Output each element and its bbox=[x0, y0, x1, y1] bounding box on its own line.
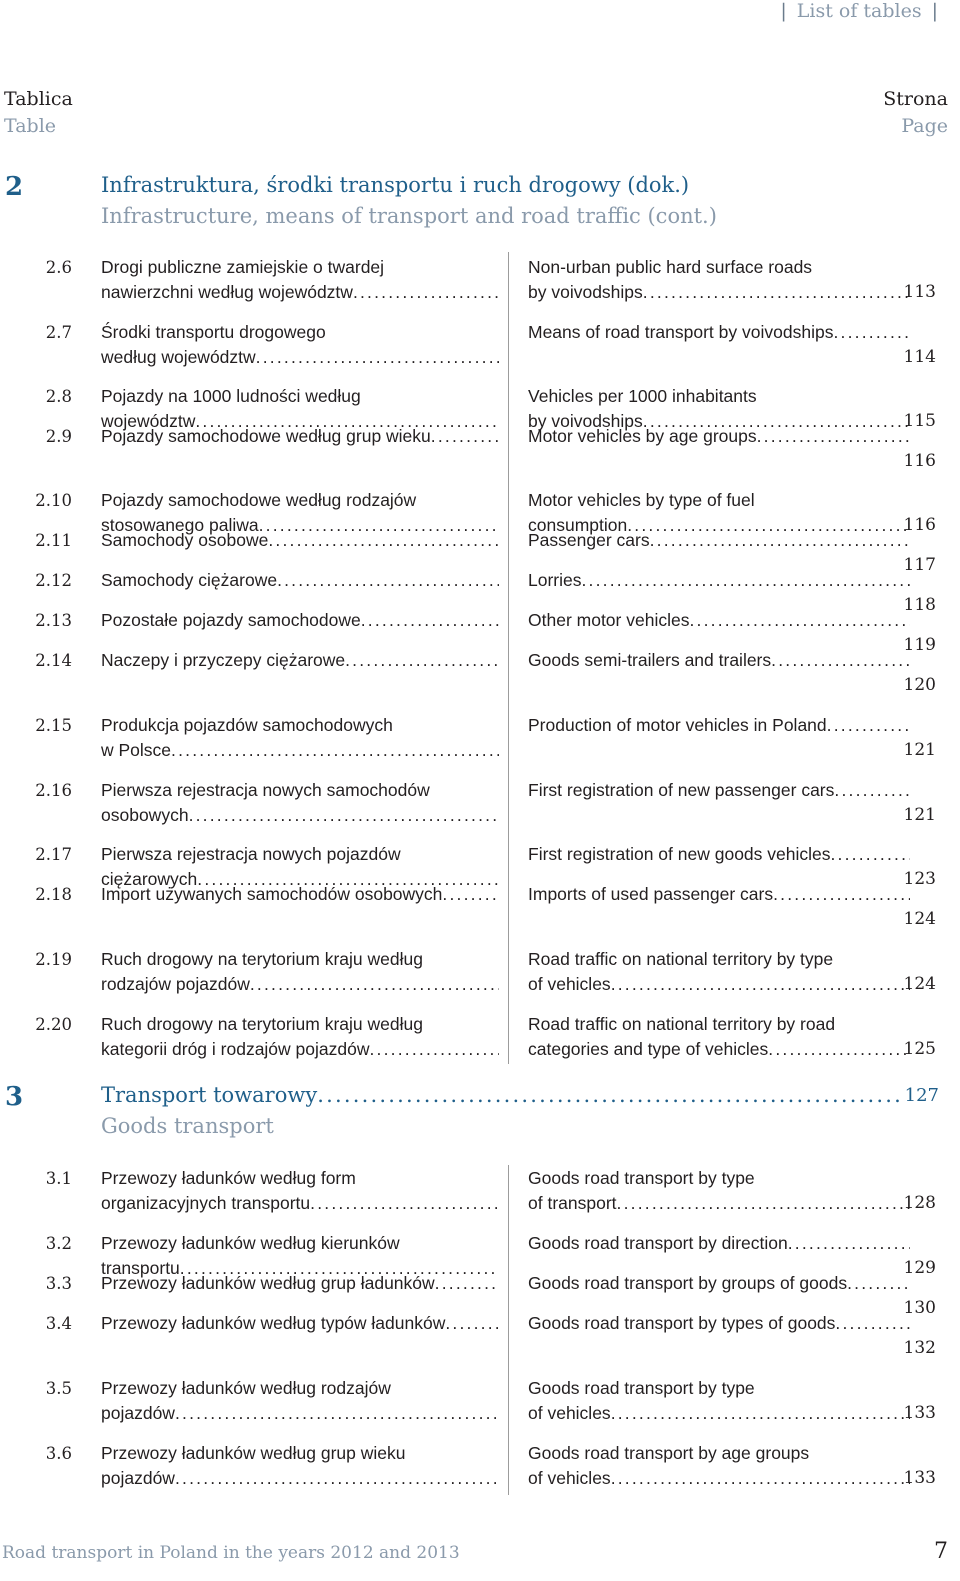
title-en bbox=[528, 713, 910, 738]
title-en-line-2 bbox=[528, 713, 910, 738]
column-heading-table-en: Table bbox=[4, 115, 57, 137]
title-en-line-2-text: by voivodships bbox=[528, 411, 643, 431]
leader-dots bbox=[611, 1401, 910, 1426]
page-number: 127 bbox=[904, 1085, 939, 1106]
title-en bbox=[528, 320, 910, 345]
title-en bbox=[528, 1441, 910, 1491]
title-en bbox=[528, 778, 910, 803]
title-pl-line-1: Przewozy ładunków według kierunków bbox=[101, 1233, 400, 1253]
title-pl-line-2-text: Przewozy ładunków według grup ładunków bbox=[101, 1273, 435, 1293]
title-pl bbox=[101, 255, 499, 305]
title-pl-line-2-text: według województw bbox=[101, 347, 256, 367]
title-pl-line-2-text: Naczepy i przyczepy ciężarowe bbox=[101, 650, 346, 670]
leader-dots bbox=[353, 280, 499, 305]
chapter-title[interactable] bbox=[101, 1080, 939, 1142]
column-divider bbox=[508, 252, 509, 1064]
page-number: 113 bbox=[903, 282, 936, 302]
leader-dots bbox=[256, 345, 499, 370]
table-number: 2.13 bbox=[35, 611, 72, 630]
title-en-line-2-text: Other motor vehicles bbox=[528, 610, 690, 630]
title-en-line-2-text: Goods road transport by direction bbox=[528, 1233, 788, 1253]
chapter-title-line bbox=[101, 1080, 939, 1111]
nav-separator-right: | bbox=[931, 0, 938, 22]
title-en-line-1: Non-urban public hard surface roads bbox=[528, 257, 813, 277]
page-number: 114 bbox=[903, 347, 936, 367]
leader-dots bbox=[611, 1466, 910, 1491]
title-en-line-1: Vehicles per 1000 inhabitants bbox=[528, 386, 757, 406]
title-en-line-2 bbox=[528, 424, 910, 449]
table-number: 2.9 bbox=[45, 427, 72, 446]
leader-dots bbox=[442, 882, 499, 907]
leader-dots bbox=[835, 1311, 910, 1336]
title-en bbox=[528, 255, 910, 305]
title-en-line-2 bbox=[528, 320, 910, 345]
column-heading-table-pl: Tablica bbox=[4, 88, 73, 110]
leader-dots bbox=[847, 1271, 910, 1296]
page-number: 117 bbox=[903, 555, 936, 575]
leader-dots bbox=[582, 568, 911, 593]
title-pl-line-2 bbox=[101, 738, 499, 763]
page-number: 133 bbox=[903, 1468, 936, 1488]
title-pl-line-2-text: pojazdów bbox=[101, 1403, 175, 1423]
title-pl-line-2 bbox=[101, 1311, 499, 1336]
title-en-line-2 bbox=[528, 1466, 910, 1491]
title-en bbox=[528, 1376, 910, 1426]
leader-dots bbox=[175, 1401, 499, 1426]
table-number: 2.10 bbox=[35, 491, 72, 510]
page-number: 124 bbox=[903, 974, 936, 994]
table-number: 3.5 bbox=[45, 1379, 72, 1398]
page-number: 121 bbox=[903, 805, 936, 825]
title-pl-line-2 bbox=[101, 1271, 499, 1296]
page-number: 128 bbox=[903, 1193, 936, 1213]
title-en bbox=[528, 1166, 910, 1216]
leader-dots bbox=[827, 713, 910, 738]
leader-dots bbox=[768, 1037, 910, 1062]
title-en-line-2 bbox=[528, 1401, 910, 1426]
title-en-line-2-text: of vehicles bbox=[528, 1468, 611, 1488]
title-pl-line-1: Przewozy ładunków według form bbox=[101, 1168, 356, 1188]
title-pl-line-2 bbox=[101, 972, 499, 997]
page-number: 116 bbox=[903, 515, 936, 535]
chapter-title-en: Infrastructure, means of transport and road traffic (cont.) bbox=[101, 204, 717, 228]
title-pl bbox=[101, 568, 499, 593]
leader-dots bbox=[831, 842, 911, 867]
chapter-number: 3 bbox=[5, 1082, 24, 1112]
title-en bbox=[528, 1012, 910, 1062]
title-pl bbox=[101, 648, 499, 673]
title-pl-line-2-text: transportu bbox=[101, 1258, 180, 1278]
leader-dots bbox=[250, 972, 499, 997]
title-pl-line-2-text: Pozostałe pojazdy samochodowe bbox=[101, 610, 361, 630]
table-number: 3.4 bbox=[45, 1314, 72, 1333]
title-pl-line-2-text: Samochody ciężarowe bbox=[101, 570, 278, 590]
title-pl bbox=[101, 1376, 499, 1426]
title-pl bbox=[101, 1012, 499, 1062]
leader-dots bbox=[689, 608, 910, 633]
leader-dots bbox=[175, 1466, 499, 1491]
title-en-line-2 bbox=[528, 1311, 910, 1336]
title-en bbox=[528, 424, 910, 449]
title-en bbox=[528, 882, 910, 907]
title-pl-line-1: Drogi publiczne zamiejskie o twardej bbox=[101, 257, 385, 277]
page-number: 124 bbox=[903, 909, 936, 929]
title-en bbox=[528, 1271, 910, 1296]
title-en-line-2-text: by voivodships bbox=[528, 282, 643, 302]
title-en-line-2-text: of vehicles bbox=[528, 1403, 611, 1423]
header-nav[interactable] bbox=[770, 0, 948, 22]
title-pl-line-2 bbox=[101, 424, 499, 449]
leader-dots bbox=[317, 1080, 904, 1111]
title-pl-line-2 bbox=[101, 528, 499, 553]
page-number: 120 bbox=[903, 675, 936, 695]
leader-dots bbox=[771, 648, 910, 673]
title-pl-line-2 bbox=[101, 1466, 499, 1491]
title-pl-line-2-text: Pojazdy samochodowe według grup wieku bbox=[101, 426, 431, 446]
page-number: 115 bbox=[903, 411, 936, 431]
title-pl bbox=[101, 424, 499, 449]
footer-title: Road transport in Poland in the years 2012 and 2013 bbox=[2, 1543, 460, 1563]
list-of-tables-link[interactable]: List of tables bbox=[796, 0, 922, 22]
column-heading-page-pl: Strona bbox=[883, 88, 948, 110]
table-number: 2.6 bbox=[45, 258, 72, 277]
title-pl-line-1: Produkcja pojazdów samochodowych bbox=[101, 715, 393, 735]
title-en-line-1: Goods road transport by type bbox=[528, 1168, 755, 1188]
page-number: 121 bbox=[903, 740, 936, 760]
title-en-line-2-text: of vehicles bbox=[528, 974, 611, 994]
title-pl-line-2-text: stosowanego paliwa bbox=[101, 515, 259, 535]
title-pl-line-2 bbox=[101, 803, 499, 828]
title-pl bbox=[101, 713, 499, 763]
leader-dots bbox=[617, 1191, 910, 1216]
title-pl bbox=[101, 320, 499, 370]
leader-dots bbox=[757, 424, 910, 449]
page-number: 116 bbox=[903, 451, 936, 471]
table-number: 2.14 bbox=[35, 651, 72, 670]
table-number: 2.20 bbox=[35, 1015, 72, 1034]
title-pl-line-2 bbox=[101, 608, 499, 633]
title-pl-line-2 bbox=[101, 648, 499, 673]
title-pl bbox=[101, 778, 499, 828]
title-en bbox=[528, 947, 910, 997]
title-pl-line-1: Środki transportu drogowego bbox=[101, 322, 326, 342]
title-en-line-1: Road traffic on national territory by road bbox=[528, 1014, 836, 1034]
nav-separator-left: | bbox=[780, 0, 787, 22]
title-pl-line-2 bbox=[101, 882, 499, 907]
title-pl-line-2 bbox=[101, 1191, 499, 1216]
title-pl-line-1: Pojazdy na 1000 ludności według bbox=[101, 386, 361, 406]
title-en-line-2 bbox=[528, 842, 910, 867]
table-number: 2.19 bbox=[35, 950, 72, 969]
leader-dots bbox=[650, 528, 910, 553]
title-en-line-2 bbox=[528, 648, 910, 673]
leader-dots bbox=[189, 803, 499, 828]
leader-dots bbox=[611, 972, 910, 997]
title-en-line-2-text: First registration of new goods vehicles bbox=[528, 844, 831, 864]
title-en bbox=[528, 1231, 910, 1256]
title-pl bbox=[101, 1166, 499, 1216]
title-en bbox=[528, 842, 910, 867]
table-number: 2.12 bbox=[35, 571, 72, 590]
page-number: 123 bbox=[903, 869, 936, 889]
table-number: 2.11 bbox=[35, 531, 72, 550]
title-en-line-2 bbox=[528, 528, 910, 553]
title-pl bbox=[101, 882, 499, 907]
title-pl-line-2 bbox=[101, 568, 499, 593]
title-en bbox=[528, 1311, 910, 1336]
chapter-title-pl: Transport towarowy bbox=[101, 1083, 318, 1107]
table-number: 2.8 bbox=[45, 387, 72, 406]
title-en-line-2-text: Goods road transport by groups of goods bbox=[528, 1273, 848, 1293]
page-number: 130 bbox=[903, 1298, 936, 1318]
table-number: 2.17 bbox=[35, 845, 72, 864]
title-pl-line-1: Pierwsza rejestracja nowych pojazdów bbox=[101, 844, 401, 864]
title-en bbox=[528, 648, 910, 673]
title-en-line-2 bbox=[528, 1231, 910, 1256]
title-pl-line-2 bbox=[101, 1037, 499, 1062]
title-en-line-1: Goods road transport by age groups bbox=[528, 1443, 810, 1463]
title-en-line-2-text: Production of motor vehicles in Poland bbox=[528, 715, 827, 735]
title-pl bbox=[101, 528, 499, 553]
title-pl bbox=[101, 1441, 499, 1491]
title-pl-line-2-text: kategorii dróg i rodzajów pojazdów bbox=[101, 1039, 370, 1059]
leader-dots bbox=[773, 882, 910, 907]
title-en bbox=[528, 568, 910, 593]
title-en-line-1: Motor vehicles by type of fuel bbox=[528, 490, 755, 510]
title-en-line-2 bbox=[528, 778, 910, 803]
title-en-line-2-text: Goods semi-trailers and trailers bbox=[528, 650, 772, 670]
leader-dots bbox=[431, 424, 499, 449]
leader-dots bbox=[833, 320, 910, 345]
title-en bbox=[528, 528, 910, 553]
title-en-line-2 bbox=[528, 972, 910, 997]
table-number: 2.16 bbox=[35, 781, 72, 800]
title-pl-line-1: Przewozy ładunków według rodzajów bbox=[101, 1378, 391, 1398]
leader-dots bbox=[834, 778, 910, 803]
page-number: 133 bbox=[903, 1403, 936, 1423]
leader-dots bbox=[369, 1037, 499, 1062]
title-pl-line-2-text: Przewozy ładunków według typów ładunków bbox=[101, 1313, 446, 1333]
leader-dots bbox=[788, 1231, 910, 1256]
title-pl-line-2-text: nawierzchni według województw bbox=[101, 282, 353, 302]
title-pl-line-2-text: osobowych bbox=[101, 805, 189, 825]
title-pl-line-2-text: organizacyjnych transportu bbox=[101, 1193, 311, 1213]
title-en-line-2 bbox=[528, 1271, 910, 1296]
title-pl-line-2-text: ciężarowych bbox=[101, 869, 198, 889]
chapter-title bbox=[101, 170, 717, 232]
column-divider bbox=[508, 1165, 509, 1495]
page-number: 129 bbox=[903, 1258, 936, 1278]
title-pl-line-2-text: Samochody osobowe bbox=[101, 530, 269, 550]
title-pl-line-2-text: pojazdów bbox=[101, 1468, 175, 1488]
leader-dots bbox=[277, 568, 499, 593]
page-number: 125 bbox=[903, 1039, 936, 1059]
title-en-line-2 bbox=[528, 608, 910, 633]
column-heading-page-en: Page bbox=[901, 115, 948, 137]
title-pl-line-2 bbox=[101, 1401, 499, 1426]
title-pl bbox=[101, 947, 499, 997]
title-pl-line-2-text: w Polsce bbox=[101, 740, 172, 760]
page-number: 119 bbox=[903, 635, 936, 655]
title-pl-line-2-text: województw bbox=[101, 411, 196, 431]
footer-page-number: 7 bbox=[934, 1539, 948, 1564]
title-pl-line-2-text: Import używanych samochodów osobowych bbox=[101, 884, 443, 904]
title-en-line-2-text: Passenger cars bbox=[528, 530, 650, 550]
table-number: 3.6 bbox=[45, 1444, 72, 1463]
title-en-line-2-text: of transport bbox=[528, 1193, 617, 1213]
title-en-line-2-text: Imports of used passenger cars bbox=[528, 884, 774, 904]
leader-dots bbox=[171, 738, 499, 763]
title-en-line-2-text: Lorries bbox=[528, 570, 582, 590]
title-en-line-2-text: Goods road transport by types of goods bbox=[528, 1313, 836, 1333]
page-number: 118 bbox=[903, 595, 936, 615]
leader-dots bbox=[445, 1311, 499, 1336]
table-number: 3.2 bbox=[45, 1234, 72, 1253]
title-en-line-2 bbox=[528, 1037, 910, 1062]
table-number: 3.1 bbox=[45, 1169, 72, 1188]
table-number: 2.7 bbox=[45, 323, 72, 342]
title-en-line-2 bbox=[528, 568, 910, 593]
title-en-line-2-text: Means of road transport by voivodships bbox=[528, 322, 834, 342]
column-heading-table bbox=[4, 86, 73, 140]
page-number: 132 bbox=[903, 1338, 936, 1358]
title-pl-line-2-text: rodzajów pojazdów bbox=[101, 974, 250, 994]
title-en-line-2-text: consumption bbox=[528, 515, 628, 535]
leader-dots bbox=[345, 648, 499, 673]
title-en-line-2 bbox=[528, 1191, 910, 1216]
chapter-number: 2 bbox=[5, 172, 24, 202]
table-number: 2.15 bbox=[35, 716, 72, 735]
title-en-line-1: Goods road transport by type bbox=[528, 1378, 755, 1398]
title-en-line-2-text: categories and type of vehicles bbox=[528, 1039, 769, 1059]
table-number: 2.18 bbox=[35, 885, 72, 904]
title-pl bbox=[101, 1271, 499, 1296]
table-number: 3.3 bbox=[45, 1274, 72, 1293]
title-en-line-2-text: First registration of new passenger cars bbox=[528, 780, 835, 800]
title-pl-line-2 bbox=[101, 345, 499, 370]
chapter-title-pl: Infrastruktura, środki transportu i ruch drogowy (dok.) bbox=[101, 173, 690, 197]
title-en-line-1: Road traffic on national territory by type bbox=[528, 949, 834, 969]
title-pl-line-1: Ruch drogowy na terytorium kraju według bbox=[101, 949, 423, 969]
title-pl-line-1: Ruch drogowy na terytorium kraju według bbox=[101, 1014, 423, 1034]
leader-dots bbox=[361, 608, 499, 633]
title-pl-line-1: Przewozy ładunków według grup wieku bbox=[101, 1443, 406, 1463]
leader-dots bbox=[643, 280, 910, 305]
title-en bbox=[528, 608, 910, 633]
leader-dots bbox=[268, 528, 499, 553]
leader-dots bbox=[435, 1271, 499, 1296]
column-heading-page bbox=[883, 86, 948, 140]
title-en-line-2 bbox=[528, 882, 910, 907]
title-en-line-2 bbox=[528, 280, 910, 305]
chapter-title-en: Goods transport bbox=[101, 1114, 274, 1138]
title-pl-line-2 bbox=[101, 280, 499, 305]
leader-dots bbox=[310, 1191, 499, 1216]
title-en-line-2-text: Motor vehicles by age groups bbox=[528, 426, 757, 446]
title-pl bbox=[101, 608, 499, 633]
title-pl-line-1: Pojazdy samochodowe według rodzajów bbox=[101, 490, 417, 510]
title-pl bbox=[101, 1311, 499, 1336]
title-pl-line-1: Pierwsza rejestracja nowych samochodów bbox=[101, 780, 430, 800]
